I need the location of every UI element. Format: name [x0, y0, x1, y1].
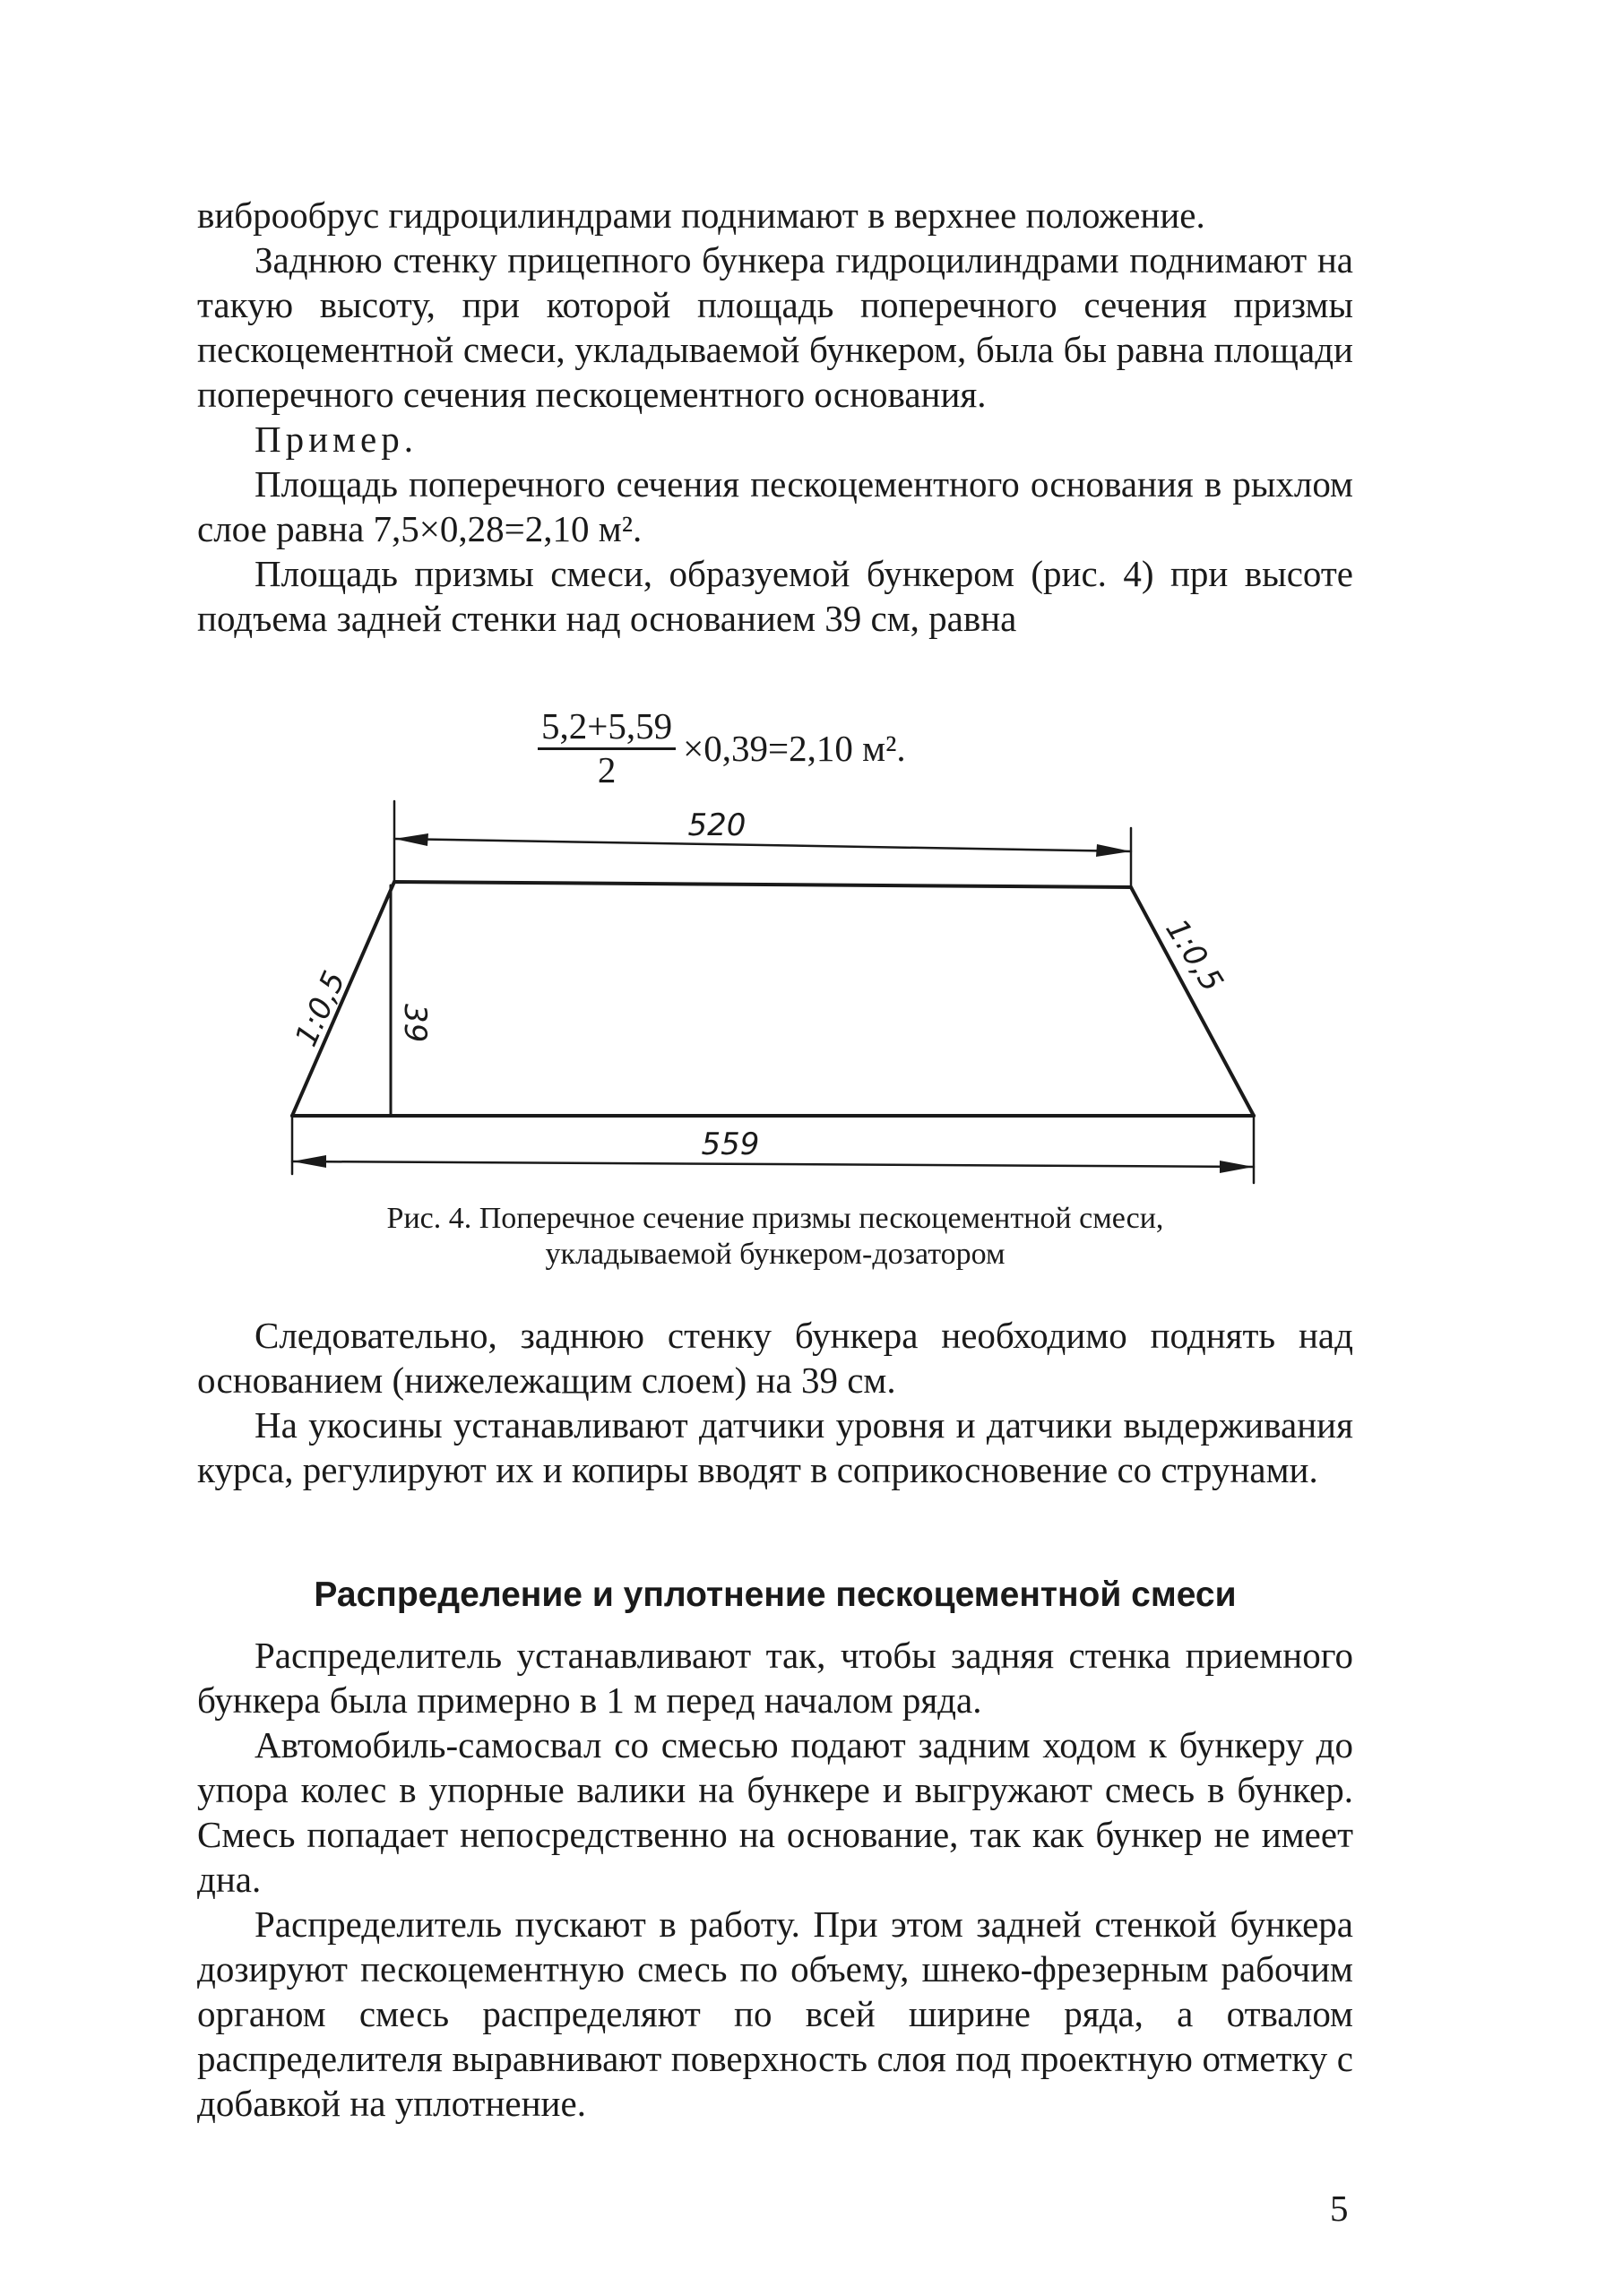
- paragraph: Следовательно, заднюю стенку бункера необходимо поднять над основанием (нижележащим слоем) на 39 см.: [197, 1315, 1353, 1401]
- top-dimension-line: [394, 839, 1131, 851]
- formula-numerator: 5,2+5,59: [538, 708, 676, 750]
- page-number: 5: [1330, 2188, 1349, 2229]
- section-heading: Распределение и уплотнение пескоцементной смеси: [314, 1575, 1237, 1614]
- formula-fraction: [538, 705, 676, 790]
- caption-line-1: Рис. 4. Поперечное сечение призмы пескоцементной смеси,: [386, 1202, 1164, 1235]
- arrow-top-left: [394, 833, 428, 846]
- paragraph: На укосины устанавливают датчики уровня и датчики выдерживания курса, регулируют их и копиры вводят в соприкосновение со струнами.: [197, 1404, 1353, 1490]
- top-text-block: [197, 193, 1353, 641]
- section-text-block: [197, 1633, 1353, 2126]
- paragraph: Распределитель пускают в работу. При этом задней стенкой бункера дозируют пескоцементную смесь по объему, шнеко-фрезерным рабочим органом смесь распределяют по всей ширине ряда, а отвалом распределителя выравнивают поверхность слоя под проектную отметку с добавкой на уплотнение.: [197, 1903, 1353, 2124]
- area-formula: [538, 705, 906, 790]
- bottom-dimension-label: 559: [701, 1126, 760, 1162]
- top-dimension-label: 520: [687, 807, 747, 843]
- trapezoid-outline: [292, 882, 1254, 1116]
- paragraph: Заднюю стенку прицепного бункера гидроцилиндрами поднимают на такую высоту, при которой площадь поперечного сечения призмы пескоцементной смеси, укладываемой бункером, была бы равна площади поперечного сечения пескоцементного основания.: [197, 239, 1353, 415]
- caption-line-2: укладываемой бункером-дозатором: [545, 1238, 1006, 1271]
- bottom-dimension-line: [292, 1161, 1254, 1167]
- paragraph: виброобрус гидроцилиндрами поднимают в верхнее положение.: [197, 194, 1205, 236]
- right-slope-label: 1:0,5: [1158, 912, 1230, 998]
- height-dimension-label: 39: [397, 1004, 433, 1043]
- paragraph: Площадь поперечного сечения пескоцементного основания в рыхлом слое равна 7,5×0,28=2,10 м².: [197, 463, 1353, 549]
- formula-denominator: 2: [597, 749, 617, 790]
- arrow-bottom-right: [1220, 1161, 1254, 1173]
- paragraph: Распределитель устанавливают так, чтобы задняя стенка приемного бункера была примерно в 1 м перед началом ряда.: [197, 1635, 1353, 1721]
- formula-rest: ×0,39=2,10 м².: [683, 727, 906, 769]
- left-slope-label: 1:0,5: [288, 965, 353, 1052]
- trapezoid-figure: [0, 780, 1614, 1201]
- paragraph: Автомобиль-самосвал со смесью подают задним ходом к бункеру до упора колес в упорные валики на бункере и выгружают смесь в бункер. Смесь попадает непосредственно на основание, так как бункер не имеет дна.: [197, 1724, 1353, 1900]
- figure-caption: [197, 1201, 1353, 1273]
- arrow-bottom-left: [292, 1155, 326, 1168]
- paragraph: Площадь призмы смеси, образуемой бункером (рис. 4) при высоте подъема задней стенки над основанием 39 см, равна: [197, 553, 1353, 639]
- example-label: Пример.: [255, 419, 418, 460]
- arrow-top-right: [1096, 844, 1131, 857]
- middle-text-block: [197, 1313, 1353, 1492]
